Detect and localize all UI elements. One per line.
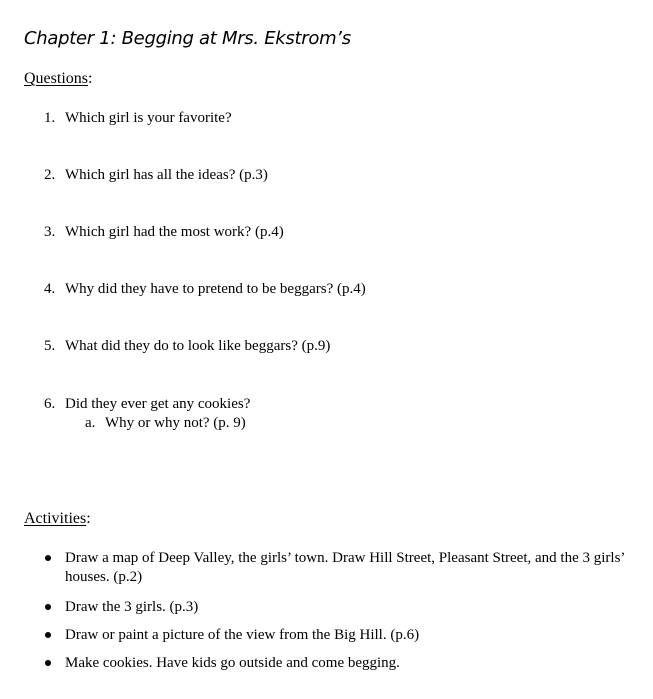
- bullet-icon: [45, 660, 51, 666]
- question-text: Did they ever get any cookies?: [65, 396, 251, 412]
- bullet-icon: [45, 555, 51, 561]
- question-number: 6.: [44, 396, 56, 412]
- activity-text: Draw a map of Deep Valley, the girls’ town. Draw Hill Street, Pleasant Street, and the 3 girls’ houses. (p.2): [65, 550, 625, 585]
- question-text: What did they do to look like beggars? (p.9): [65, 338, 331, 354]
- question-text: Which girl has all the ideas? (p.3): [65, 167, 268, 183]
- questions-heading-label: Questions: [24, 70, 88, 87]
- questions-heading-colon: :: [88, 70, 93, 87]
- question-number: 4.: [44, 281, 56, 297]
- activity-text: Make cookies. Have kids go outside and come begging.: [65, 655, 400, 671]
- chapter-title: Chapter 1: Begging at Mrs. Ekstrom’s: [24, 28, 351, 49]
- subitem-letter: a.: [85, 415, 96, 431]
- bullet-icon: [45, 632, 51, 638]
- activities-heading-label: Activities: [24, 510, 87, 527]
- question-text: Which girl had the most work? (p.4): [65, 224, 284, 240]
- question-number: 3.: [44, 224, 56, 240]
- bullet-icon: [45, 604, 51, 610]
- activities-heading: [24, 509, 91, 529]
- question-text: Which girl is your favorite?: [65, 110, 232, 126]
- activities-heading-colon: :: [86, 510, 91, 527]
- question-text: Why did they have to pretend to be beggars? (p.4): [65, 281, 366, 297]
- questions-heading: [24, 69, 92, 89]
- question-number: 1.: [44, 110, 56, 126]
- subitem-text: Why or why not? (p. 9): [105, 415, 246, 431]
- activity-text: Draw or paint a picture of the view from the Big Hill. (p.6): [65, 627, 420, 643]
- activity-text: Draw the 3 girls. (p.3): [65, 599, 199, 615]
- question-number: 5.: [44, 338, 56, 354]
- question-number: 2.: [44, 167, 56, 183]
